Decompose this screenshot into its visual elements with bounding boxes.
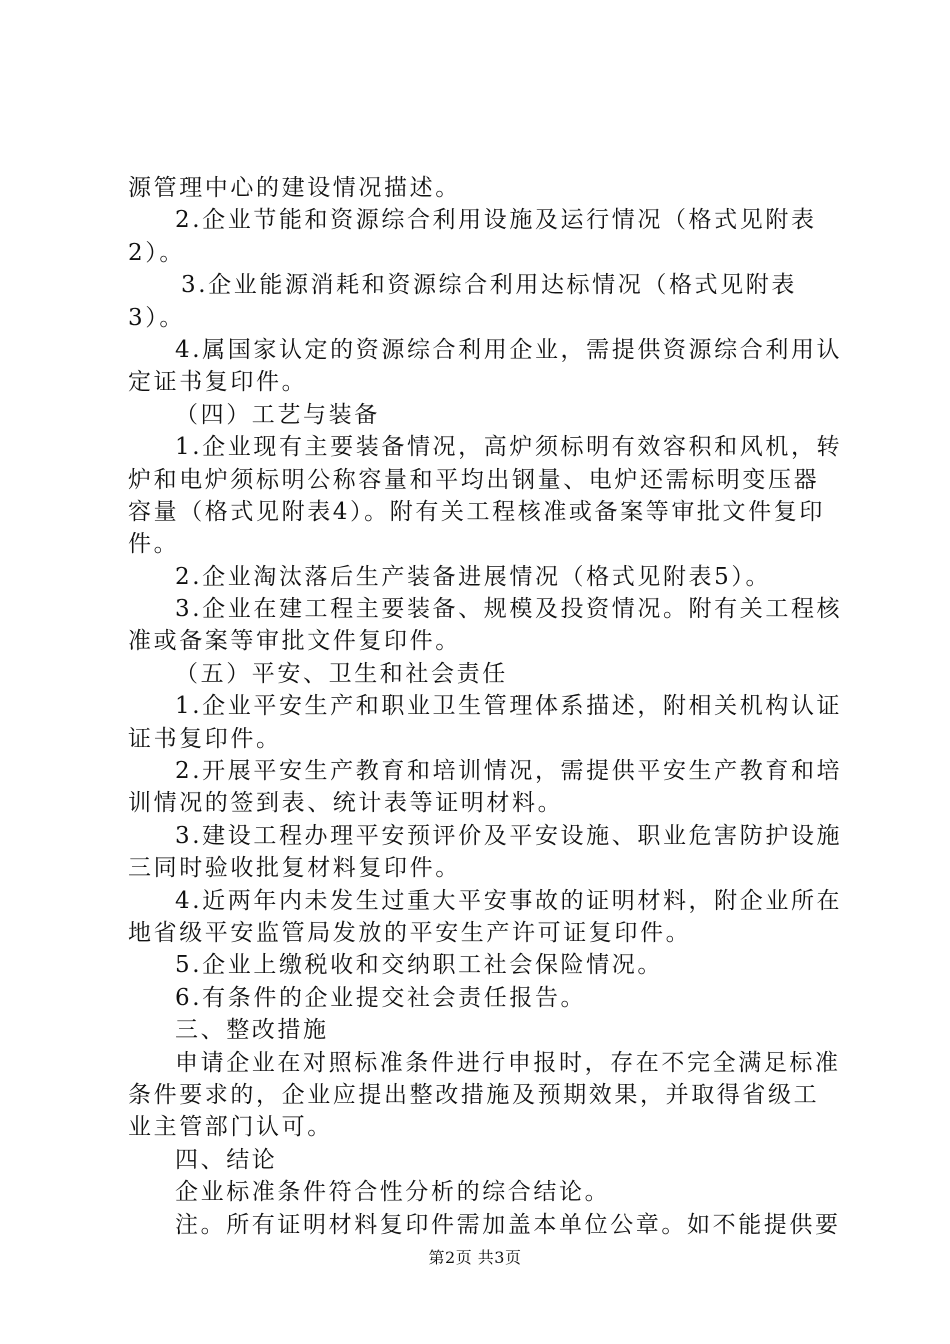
text-line: 炉和电炉须标明公称容量和平均出钢量、电炉还需标明变压器	[128, 466, 820, 493]
text-line: 3.企业在建工程主要装备、规模及投资情况。附有关工程核	[175, 596, 843, 623]
text-line: 准或备案等审批文件复印件。	[128, 628, 461, 655]
text-line: 容量（格式见附表4）。附有关工程核准或备案等审批文件复印	[128, 498, 825, 525]
text-line: 件。	[128, 531, 180, 558]
text-line: 源管理中心的建设情况描述。	[128, 175, 461, 201]
text-line: 2.企业淘汰落后生产装备进展情况（格式见附表5）。	[175, 563, 772, 590]
text-line: 条件要求的，企业应提出整改措施及预期效果，并取得省级工	[128, 1081, 820, 1108]
text-line: 3）。	[128, 304, 185, 331]
text-line: 训情况的签到表、统计表等证明材料。	[128, 790, 564, 817]
text-line: 业主管部门认可。	[128, 1114, 333, 1141]
text-line: 企业标准条件符合性分析的综合结论。	[175, 1179, 611, 1206]
text-line: 地省级平安监管局发放的平安生产许可证复印件。	[128, 919, 692, 946]
text-line: 三同时验收批复材料复印件。	[128, 855, 461, 882]
text-line: 申请企业在对照标准条件进行申报时，存在不完全满足标准	[175, 1049, 841, 1076]
text-line: 定证书复印件。	[128, 369, 308, 396]
text-line: 4.近两年内未发生过重大平安事故的证明材料，附企业所在	[175, 887, 843, 914]
text-line: 证书复印件。	[128, 725, 282, 752]
text-line: 三、整改措施	[175, 1017, 329, 1044]
page-footer: 第2页 共3页	[428, 1248, 522, 1267]
text-line: 5.企业上缴税收和交纳职工社会保险情况。	[175, 952, 663, 979]
document-body	[128, 172, 843, 1241]
text-line: 1.企业平安生产和职业卫生管理体系描述，附相关机构认证	[175, 693, 843, 720]
text-line: 3.企业能源消耗和资源综合利用达标情况（格式见附表	[181, 272, 797, 299]
text-line: 6.有条件的企业提交社会责任报告。	[175, 984, 587, 1011]
text-line: 四、结论	[175, 1146, 278, 1173]
text-line: 2.开展平安生产教育和培训情况，需提供平安生产教育和培	[175, 758, 843, 785]
text-line: 1.企业现有主要装备情况，高炉须标明有效容积和风机，转	[175, 434, 843, 461]
text-line: 2）。	[128, 239, 185, 266]
text-line: 3.建设工程办理平安预评价及平安设施、职业危害防护设施	[175, 822, 843, 849]
text-line: 2.企业节能和资源综合利用设施及运行情况（格式见附表	[175, 207, 817, 234]
text-line: （五）平安、卫生和社会责任	[175, 660, 508, 687]
text-line: 4.属国家认定的资源综合利用企业，需提供资源综合利用认	[175, 336, 843, 363]
text-line: 注。所有证明材料复印件需加盖本单位公章。如不能提供要	[175, 1211, 841, 1238]
text-line: （四）工艺与装备	[175, 401, 380, 428]
